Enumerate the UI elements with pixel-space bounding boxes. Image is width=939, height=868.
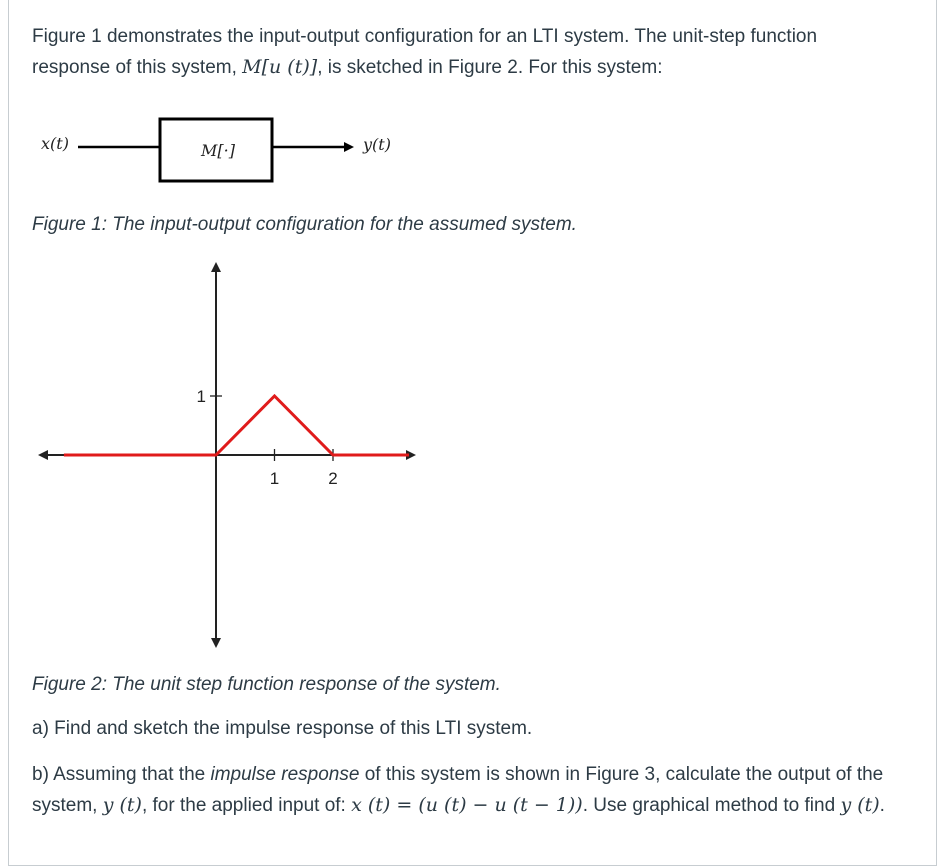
question-b: [32, 760, 912, 821]
question-b-text-1: b) Assuming that the: [32, 764, 206, 785]
question-b-text-5: .: [879, 795, 885, 816]
math-input-x: x (t) = (u (t) − u (t − 1)): [351, 794, 583, 816]
question-b-text-3: , for the applied input of:: [141, 795, 346, 816]
question-a: a) Find and sketch the impulse response of this LTI system.: [32, 718, 533, 739]
question-b-text-4: . Use graphical method to find: [582, 795, 836, 816]
math-step-response: M[u (t)]: [242, 56, 318, 78]
figure2-caption: Figure 2: The unit step function response of the system.: [32, 674, 501, 695]
y-axis-bottom-arrowhead: [211, 638, 221, 648]
block-label: M[·]: [201, 141, 235, 160]
x-axis-left-arrowhead: [38, 450, 48, 460]
figure1-caption: Figure 1: The input-output configuration for the assumed system.: [32, 214, 577, 235]
y-tick-label-1: 1: [196, 387, 206, 406]
intro-text-2: , is sketched in Figure 2. For this system:: [317, 57, 663, 78]
question-b-emphasis: impulse response: [210, 764, 360, 785]
x-tick-label-1: 1: [269, 469, 280, 488]
output-label: y(t): [363, 135, 391, 154]
intro-text-1: Figure 1 demonstrates the input-output configuration for an LTI system. The unit-step function response of this system,: [32, 26, 818, 78]
math-output-y-2: y (t): [840, 794, 880, 816]
input-label: x(t): [41, 134, 69, 153]
y-axis-top-arrowhead: [211, 262, 221, 272]
question-b-text-2: of this system is shown in Figure 3, calculate the output of the system,: [32, 764, 884, 816]
math-output-y: y (t): [102, 794, 142, 816]
x-tick-label-2: 2: [328, 469, 338, 488]
step-response-line: [64, 396, 409, 455]
